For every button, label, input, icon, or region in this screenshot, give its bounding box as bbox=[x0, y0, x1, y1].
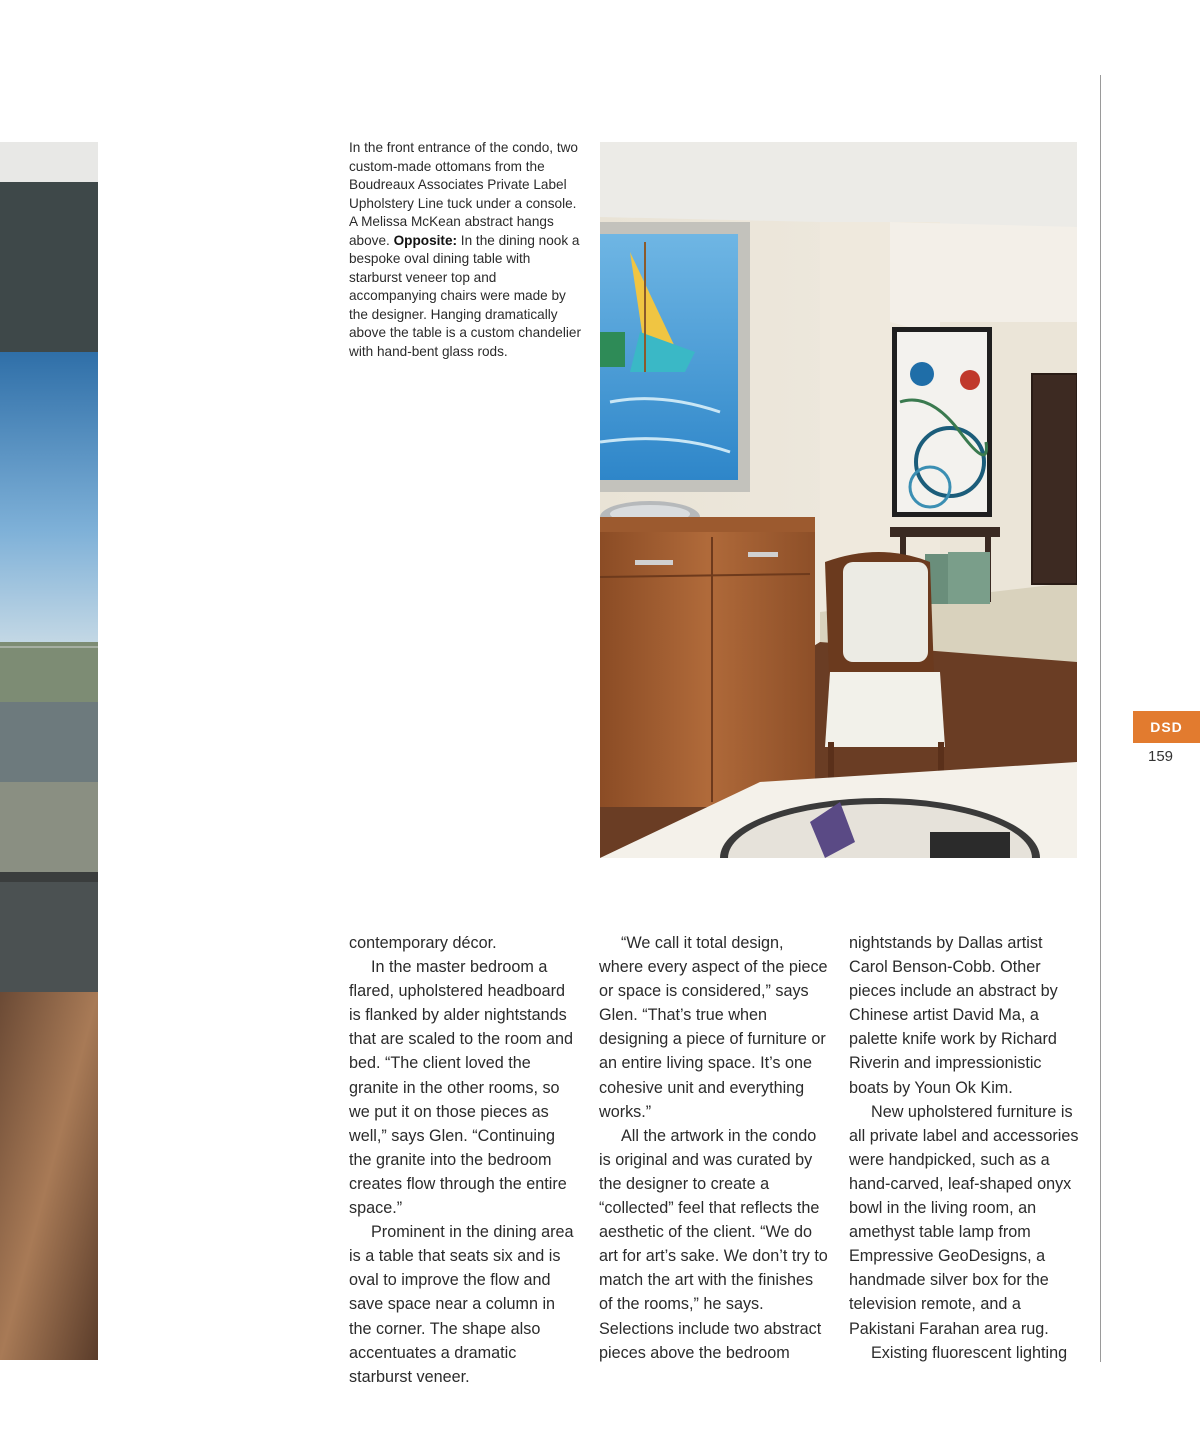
text-column-2 bbox=[599, 931, 831, 1365]
entrance-photo bbox=[600, 142, 1077, 858]
page-number: 159 bbox=[1148, 748, 1174, 765]
section-tab bbox=[1133, 711, 1200, 743]
opposite-page-photo bbox=[0, 142, 98, 1360]
paragraph: All the artwork in the condo is original and was curated by the designer to create a “collected” feel that reflects the aesthetic of the client. “We do art for art’s sake. We don’t try to match the art with the finishes of the rooms,” he says. Selections include two abstract pieces above the bedroom bbox=[599, 1126, 828, 1362]
paragraph: Existing fluorescent lighting bbox=[871, 1343, 1068, 1362]
caption-opposite-label: Opposite: bbox=[393, 232, 458, 248]
text-column-3 bbox=[849, 931, 1081, 1365]
section-tab-label: DSD bbox=[1150, 719, 1183, 735]
paragraph: In the master bedroom a flared, upholstered headboard is flanked by alder nightstands that are scaled to the room and bed. “The client loved the granite in the other rooms, so we put it on those pieces as well,” says Glen. “Continuing the granite into the bedroom creates flow through the entire space.” bbox=[349, 958, 574, 1218]
caption-text-1: In the front entrance of the condo, two custom-made ottomans from the Boudreaux Associates Private Label Upholstery Line tuck under a console. A Melissa McKean abstract hangs above. bbox=[349, 140, 578, 248]
photo-caption bbox=[349, 139, 581, 361]
paragraph: contemporary décor. bbox=[349, 934, 497, 952]
text-column-1 bbox=[349, 931, 581, 1389]
paragraph: New upholstered furniture is all private label and accessories were handpicked, such as a hand-carved, leaf-shaped onyx bowl in the living room, an amethyst table lamp from Empressive GeoDesigns, a handmade silver box for the television remote, and a Pakistani Farahan area rug. bbox=[849, 1102, 1079, 1338]
paragraph: Prominent in the dining area is a table that seats six and is oval to improve the flow and save space near a column in the corner. The shape also accentuates a dramatic starburst veneer. bbox=[349, 1223, 574, 1386]
margin-rule bbox=[1100, 75, 1101, 1362]
paragraph: nightstands by Dallas artist Carol Benson-Cobb. Other pieces include an abstract by Chinese artist David Ma, a palette knife work by Richard Riverin and impressionistic boats by Youn Ok Kim. bbox=[849, 934, 1058, 1097]
caption-text-2: In the dining nook a bespoke oval dining table with starburst veneer top and accompanying chairs were made by the designer. Hanging dramatically above the table is a custom chandelier with hand-bent glass rods. bbox=[349, 232, 581, 359]
paragraph: “We call it total design, where every aspect of the piece or space is considered,” says Glen. “That’s true when designing a piece of furniture or an entire living space. It’s one cohesive unit and everything works.” bbox=[599, 934, 828, 1121]
